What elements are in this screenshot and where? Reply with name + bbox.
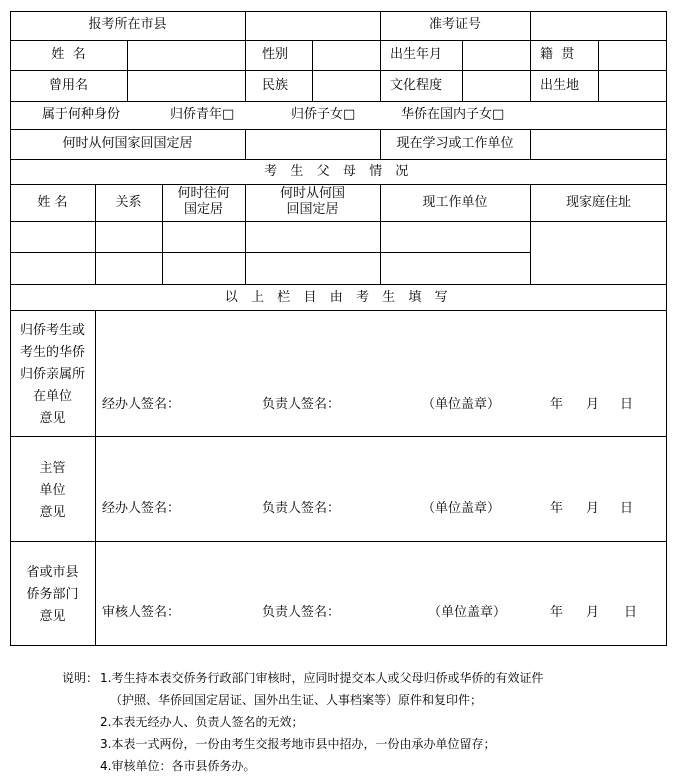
unit-seal-label: （单位盖章） [422, 501, 501, 516]
birth-date-label: 出生年月 [390, 47, 443, 62]
date-day: 日 [620, 501, 634, 516]
gender-field[interactable] [313, 41, 380, 70]
parents-section-title: 考 生 父 母 情 况 [264, 164, 413, 179]
date-year: 年 [550, 397, 564, 412]
parents-header-address: 现家庭住址 [565, 195, 631, 210]
unit-seal-label: （单位盖章） [422, 397, 501, 412]
date-year: 年 [550, 501, 564, 516]
native-place-label: 籍 贯 [540, 47, 575, 62]
director-signature-label: 负责人签名： [262, 397, 341, 412]
line [10, 184, 667, 185]
gender-label: 性别 [262, 47, 289, 62]
opinion-label-unit: 归侨考生或 考生的华侨 归侨亲属所 在单位 意见 [19, 323, 85, 426]
line [95, 310, 96, 645]
ethnicity-field[interactable] [313, 71, 380, 101]
notes-prefix: 说明： [62, 671, 99, 685]
handler-signature-label: 经办人签名： [102, 397, 181, 412]
parents-header-relation: 关系 [115, 195, 142, 210]
date-month: 月 [586, 605, 600, 620]
education-field[interactable] [463, 71, 530, 101]
birth-date-field[interactable] [463, 41, 530, 70]
registration-form-table [10, 11, 667, 645]
line [10, 284, 667, 285]
line [380, 40, 381, 101]
parent-row-2[interactable] [11, 253, 530, 284]
name-label: 姓 名 [51, 47, 86, 62]
child-of-overseas-checkbox[interactable]: 华侨在国内子女□ [401, 107, 505, 122]
identity-label: 属于何种身份 [42, 107, 121, 122]
line [10, 101, 667, 102]
date-month: 月 [586, 397, 600, 412]
note-item: 4.审核单位：各市县侨务办。 [100, 759, 256, 773]
unit-seal-label: （单位盖章） [428, 605, 507, 620]
date-year: 年 [550, 605, 564, 620]
date-day: 日 [620, 397, 634, 412]
work-unit-label: 现在学习或工作单位 [396, 136, 514, 151]
line [530, 40, 531, 101]
line [666, 11, 667, 646]
opinion-label-supervisor: 主管 单位 意见 [39, 461, 66, 520]
note-item: （护照、华侨回国定居证、国外出生证、人事档案等）原件和复印件； [110, 693, 483, 707]
note-item: 3.本表一式两份，一份由考生交报考地市县中招办，一份由承办单位留存； [100, 737, 496, 751]
birthplace-label: 出生地 [540, 78, 580, 93]
parents-header-return: 何时从何国 回国定居 [279, 186, 345, 217]
return-time-field[interactable] [246, 130, 380, 159]
exam-number-label: 准考证号 [428, 17, 481, 32]
parents-header-work-unit: 现工作单位 [422, 195, 488, 210]
reviewer-signature-label: 审核人签名： [102, 605, 181, 620]
return-time-label: 何时从何国家回国定居 [62, 136, 193, 151]
line [10, 159, 667, 160]
handler-signature-label: 经办人签名： [102, 501, 181, 516]
line [10, 541, 667, 542]
name-field[interactable] [128, 41, 245, 70]
native-place-field[interactable] [599, 41, 666, 70]
line [10, 436, 667, 437]
exam-city-field[interactable] [246, 12, 380, 40]
director-signature-label: 负责人签名： [262, 605, 341, 620]
returned-youth-checkbox[interactable]: 归侨青年□ [170, 107, 235, 122]
line [10, 310, 667, 311]
parent-address-field[interactable] [531, 222, 666, 284]
note-item: 1.考生持本表交侨务行政部门审核时，应同时提交本人或父母归侨或华侨的有效证件 [100, 671, 544, 685]
exam-city-label: 报考所在市县 [88, 17, 167, 32]
former-name-label: 曾用名 [48, 78, 88, 93]
line [245, 40, 246, 101]
work-unit-field[interactable] [531, 130, 666, 159]
date-day: 日 [624, 605, 638, 620]
parent-row-1[interactable] [11, 222, 530, 252]
birthplace-field[interactable] [599, 71, 666, 101]
former-name-field[interactable] [128, 71, 245, 101]
opinion-label-overseas-affairs: 省或市县 侨务部门 意见 [26, 565, 79, 624]
ethnicity-label: 民族 [262, 78, 289, 93]
filled-by-candidate-note: 以 上 栏 目 由 考 生 填 写 [224, 290, 453, 305]
director-signature-label: 负责人签名： [262, 501, 341, 516]
note-item: 2.本表无经办人、负责人签名的无效； [100, 715, 304, 729]
exam-number-field[interactable] [531, 12, 666, 40]
child-of-returned-checkbox[interactable]: 归侨子女□ [291, 107, 356, 122]
parents-header-emigration: 何时往何 国定居 [177, 186, 230, 217]
education-label: 文化程度 [390, 78, 443, 93]
date-month: 月 [586, 501, 600, 516]
parents-header-name: 姓 名 [37, 195, 68, 210]
line [10, 645, 667, 646]
